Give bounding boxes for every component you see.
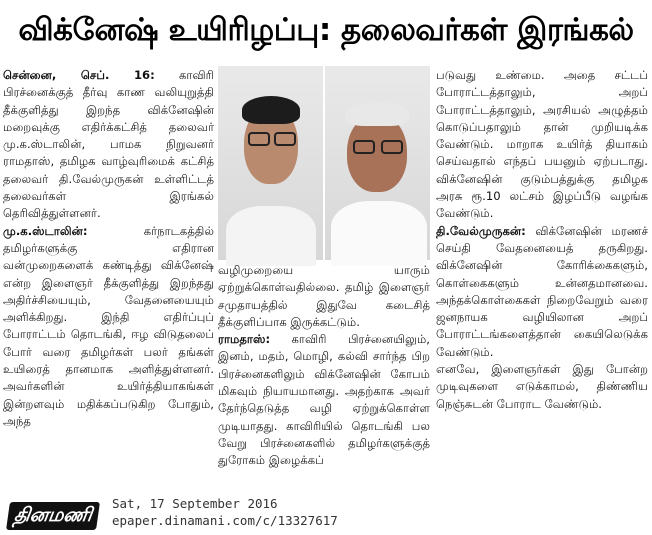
article-paragraph bbox=[3, 67, 214, 223]
article-column-2 bbox=[218, 262, 430, 468]
paragraph-text: காவிரி பிரச்னையிலும், இனம், மதம், மொழி, கல்வி சார்ந்த பிற பிரச்னைகளிலும் விக்னேஷின் கோபம் மிகவும் நியாயமானது. அதற்காக அவர் தேர்ந்தெடுத்த வழி ஏற்றுக்கொள்ள முடியாதது. காவிரியில் தொடங்கி பல வேறு பிரச்னைகளில் தமிழர்களுக்குத் துரோகம் இழைக்கப் bbox=[218, 332, 430, 468]
paragraph-text: காவிரி பிரச்னைக்குத் தீர்வு காண வலியுறுத்தி தீக்குளித்து இறந்த விக்னேஷின் மறைவுக்கு எதிர்க்கட்சித் தலைவர் மு.க.ஸ்டாலின், பாமக நிறுவனர் ராமதாஸ், தமிழக வாழ்வுரிமைக் கட்சித் தலைவர் தி.வேல்முருகன் உள்ளிட்டத் தலைவர்கள் இரங்கல் தெரிவித்துள்ளனர். bbox=[3, 68, 215, 221]
leaders-photo bbox=[218, 66, 430, 260]
paragraph-lead: சென்னை, செப். 16: bbox=[3, 68, 155, 82]
paragraph-text: விக்னேஷின் மரணச் செய்தி வேதனையைத் தருகிறது. விக்னேஷின் கோரிக்கைகளும், கொள்கைகளும் உன்னதமானவை. அந்தக்கொள்கைகள் நிறைவேறும் வரை ஜனநாயக வழியிலான அறப் போராட்டங்களைத்தான் கையிலெடுக்க வேண்டும். bbox=[436, 223, 648, 359]
article-paragraph bbox=[3, 223, 214, 431]
paragraph-lead: ராமதாஸ்: bbox=[218, 332, 271, 347]
article-paragraph bbox=[436, 223, 648, 361]
paragraph-text: வழிமுறையை யாரும் ஏற்றுக்கொள்வதில்லை. தமிழ் இளைஞர் சமுதாயத்தில் இதுவே கடைசித் தீக்குளிப்பாக இருக்கட்டும். bbox=[218, 263, 430, 329]
photo-person-left bbox=[218, 66, 323, 260]
article-paragraph bbox=[436, 361, 648, 413]
headline: விக்னேஷ் உயிரிழப்பு: தலைவர்கள் இரங்கல் bbox=[18, 12, 634, 48]
dinamani-logo: தினமணி bbox=[6, 502, 100, 530]
article-column-1 bbox=[3, 67, 214, 515]
publication-date: Sat, 17 September 2016 bbox=[112, 496, 278, 511]
photo-person-right bbox=[323, 66, 430, 260]
epaper-url[interactable]: epaper.dinamani.com/c/13327617 bbox=[112, 513, 338, 528]
paragraph-lead: மு.க.ஸ்டாலின்: bbox=[3, 223, 88, 238]
paragraph-text: படுவது உண்மை. அதை சட்டப் போராட்டத்தாலும், அறப் போராட்டத்தாலும், அரசியல் அழுத்தம் கொடுப்பதாலும் தான் முறியடிக்க வேண்டும். மாறாக உயிர்த் தியாகம் செய்வதால் எந்தப் பயனும் ஏற்படாது. விக்னேஷின் குடும்பத்துக்கு தமிழக அரசு ரூ.10 லட்சம் இழப்பீடு வழங்க வேண்டும். bbox=[436, 68, 648, 221]
paragraph-lead: தி.வேல்முருகன்: bbox=[436, 223, 526, 238]
paragraph-text: கர்நாடகத்தில் தமிழர்களுக்கு எதிரான வன்முறைகளைக் கண்டித்து விக்னேஷ் என்ற இளைஞர் தீக்குளித்து இறந்தது அதிர்ச்சியையும், வேதனையையும் அளிக்கிறது. இந்தி எதிர்ப்புப் போராட்டம் தொடங்கி, ஈழ விடுதலைப் போர் வரை தமிழர்கள் பலர் தங்கள் உயிரைத் தானமாக அளித்துள்ளனர். அவர்களின் உயிர்த்தியாகங்கள் இன்றளவும் மதிக்கப்படுகிற போதும், அந்த bbox=[3, 223, 214, 428]
article-paragraph bbox=[436, 67, 648, 223]
paragraph-text: எனவே, இளைஞர்கள் இது போன்ற முடிவுகளை எடுக்காமல், திண்ணிய நெஞ்சுடன் போராட வேண்டும். bbox=[436, 362, 648, 411]
article-paragraph bbox=[218, 262, 430, 331]
article-column-3 bbox=[436, 67, 648, 522]
article-paragraph bbox=[218, 331, 430, 469]
